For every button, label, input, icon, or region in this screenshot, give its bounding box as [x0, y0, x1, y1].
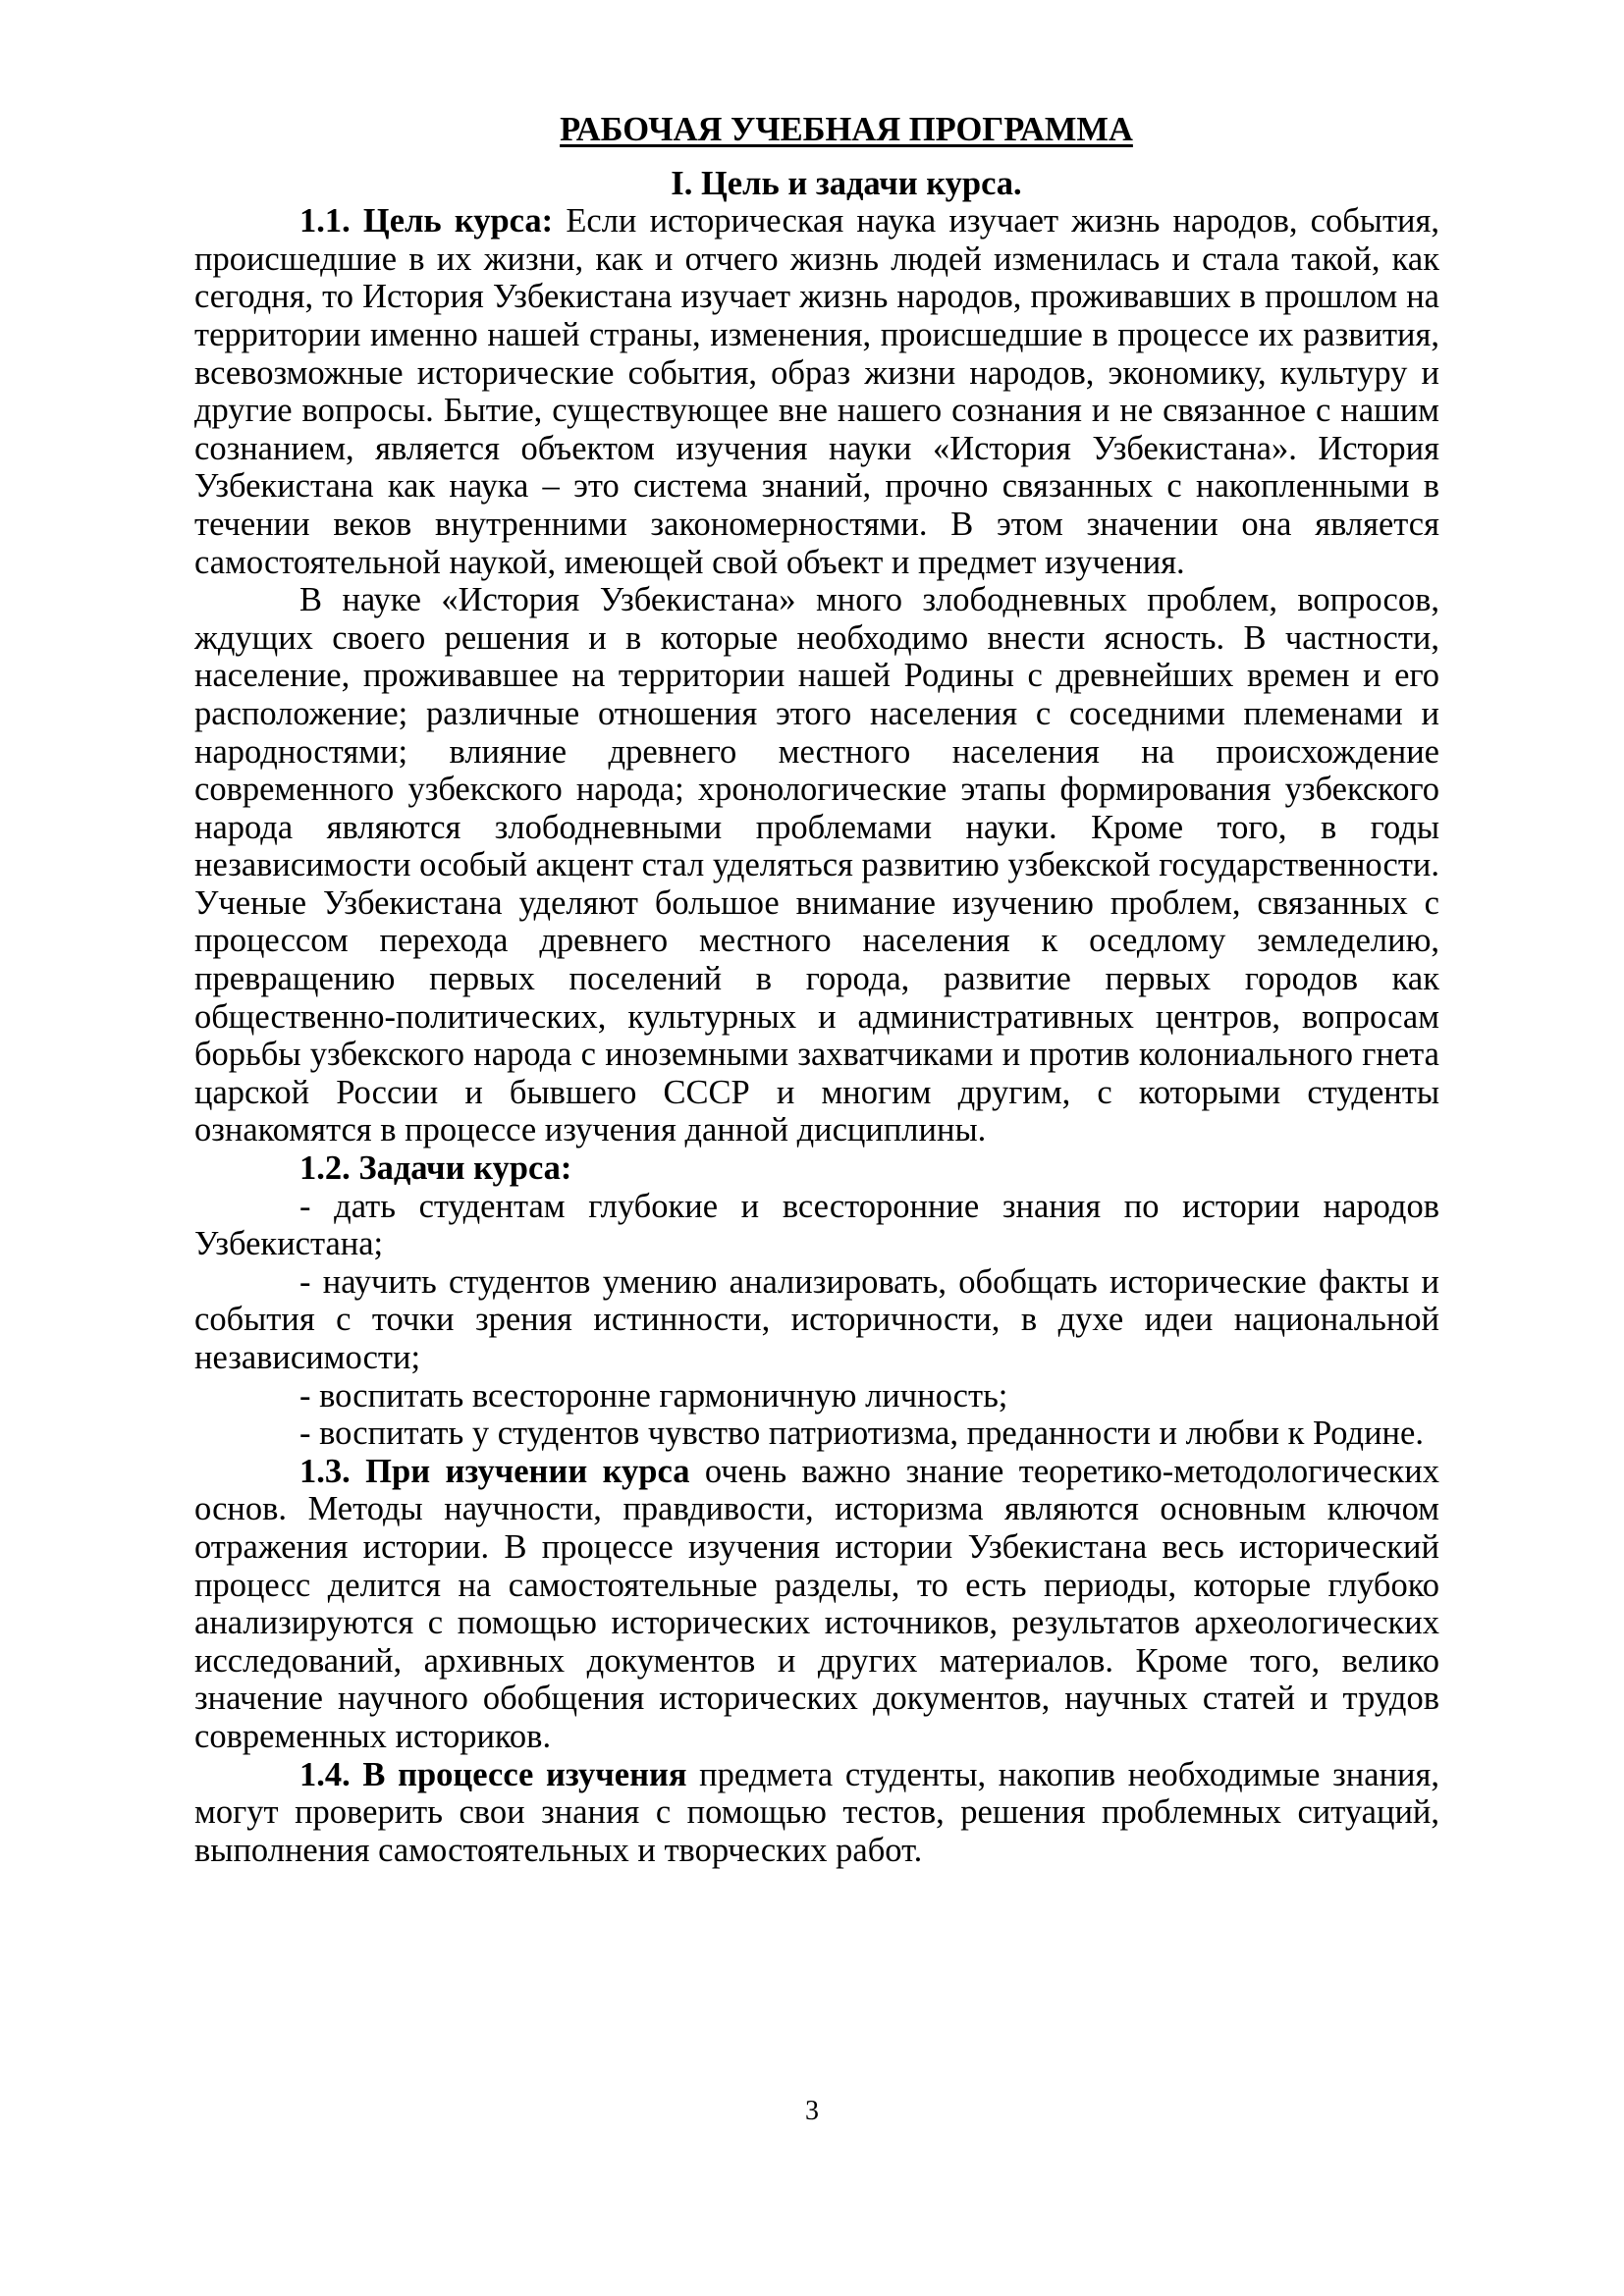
task-item: - научить студентов умению анализировать, обобщать исторические факты и события с точки зрения истинности, историчности, в духе идеи национальной независимости;	[194, 1262, 1439, 1376]
paragraph-course-goal	[194, 202, 1439, 581]
paragraph-assessment	[194, 1756, 1439, 1870]
task-item: - воспитать всесторонне гармоничную личность;	[299, 1376, 1008, 1415]
paragraph-problems: В науке «История Узбекистана» много злободневных проблем, вопросов, ждущих своего решения и в которые необходимо внести ясность. В частности, население, проживавшее на территории нашей Родины с древнейших времен и его расположение; различные отношения этого населения с соседними племенами и народностями; влияние древнего местного населения на происхождение современного узбекского народа; хронологические этапы формирования узбекского народа являются злободневными проблемами науки. Кроме того, в годы независимости особый акцент стал уделяться развитию узбекской государственности. Ученые Узбекистана уделяют большое внимание изучению проблем, связанных с процессом перехода древнего местного населения к оседлому земледелию, превращению первых поселений в города, развитие первых городов как общественно-политических, культурных и административных центров, вопросам борьбы узбекского народа с иноземными захватчиками и против колониального гнета царской России и бывшего СССР и многим другим, с которыми студенты ознакомятся в процессе изучения данной дисциплины.	[194, 581, 1439, 1149]
paragraph-methodology	[194, 1453, 1439, 1756]
paragraph-text: предмета студенты, накопив необходимые знания, могут проверить свои знания с помощью тестов, решения проблемных ситуаций, выполнения самостоятельных и творческих работ.	[194, 1755, 1439, 1869]
paragraph-lead: 1.4. В процессе изучения	[299, 1755, 687, 1793]
task-item: - воспитать у студентов чувство патриотизма, преданности и любви к Родине.	[299, 1415, 1424, 1453]
paragraph-text: Если историческая наука изучает жизнь народов, события, происшедшие в их жизни, как и отчего жизнь людей изменилась и стала такой, как сегодня, то История Узбекистана изучает жизнь народов, проживавших в прошлом на территории именно нашей страны, изменения, происшедшие в процессе их развития, всевозможные исторические события, образ жизни народов, экономику, культуру и другие вопросы. Бытие, существующее вне нашего сознания и не связанное с нашим сознанием, является объектом изучения науки «История Узбекистана». История Узбекистана как наука – это система знаний, прочно связанных с накопленными в течении веков внутренними закономерностями. В этом значении она является самостоятельной наукой, имеющей свой объект и предмет изучения.	[194, 202, 1440, 581]
page-number: 3	[805, 2096, 819, 2126]
paragraph-lead: 1.2. Задачи курса:	[299, 1149, 572, 1188]
paragraph-lead: 1.3. При изучении курса	[299, 1452, 690, 1490]
heading-course-tasks	[194, 1149, 1439, 1188]
task-item: - дать студентам глубокие и всесторонние знания по истории народов Узбекистана;	[194, 1187, 1439, 1263]
paragraph-lead: 1.1. Цель курса:	[299, 202, 554, 240]
paragraph-text: очень важно знание теоретико-методологических основ. Методы научности, правдивости, историзма являются основным ключом отражения истории. В процессе изучения истории Узбекистана весь исторический процесс делится на самостоятельные разделы, то есть периоды, которые глубоко анализируются с помощью исторических источников, результатов археологических исследований, архивных документов и других материалов. Кроме того, велико значение научного обобщения исторических документов, научных статей и трудов современных историков.	[194, 1452, 1440, 1755]
document-title: РАБОЧАЯ УЧЕБНАЯ ПРОГРАММА	[560, 111, 1133, 148]
document-page	[194, 111, 1439, 1869]
section-heading: I. Цель и задачи курса.	[671, 164, 1022, 202]
